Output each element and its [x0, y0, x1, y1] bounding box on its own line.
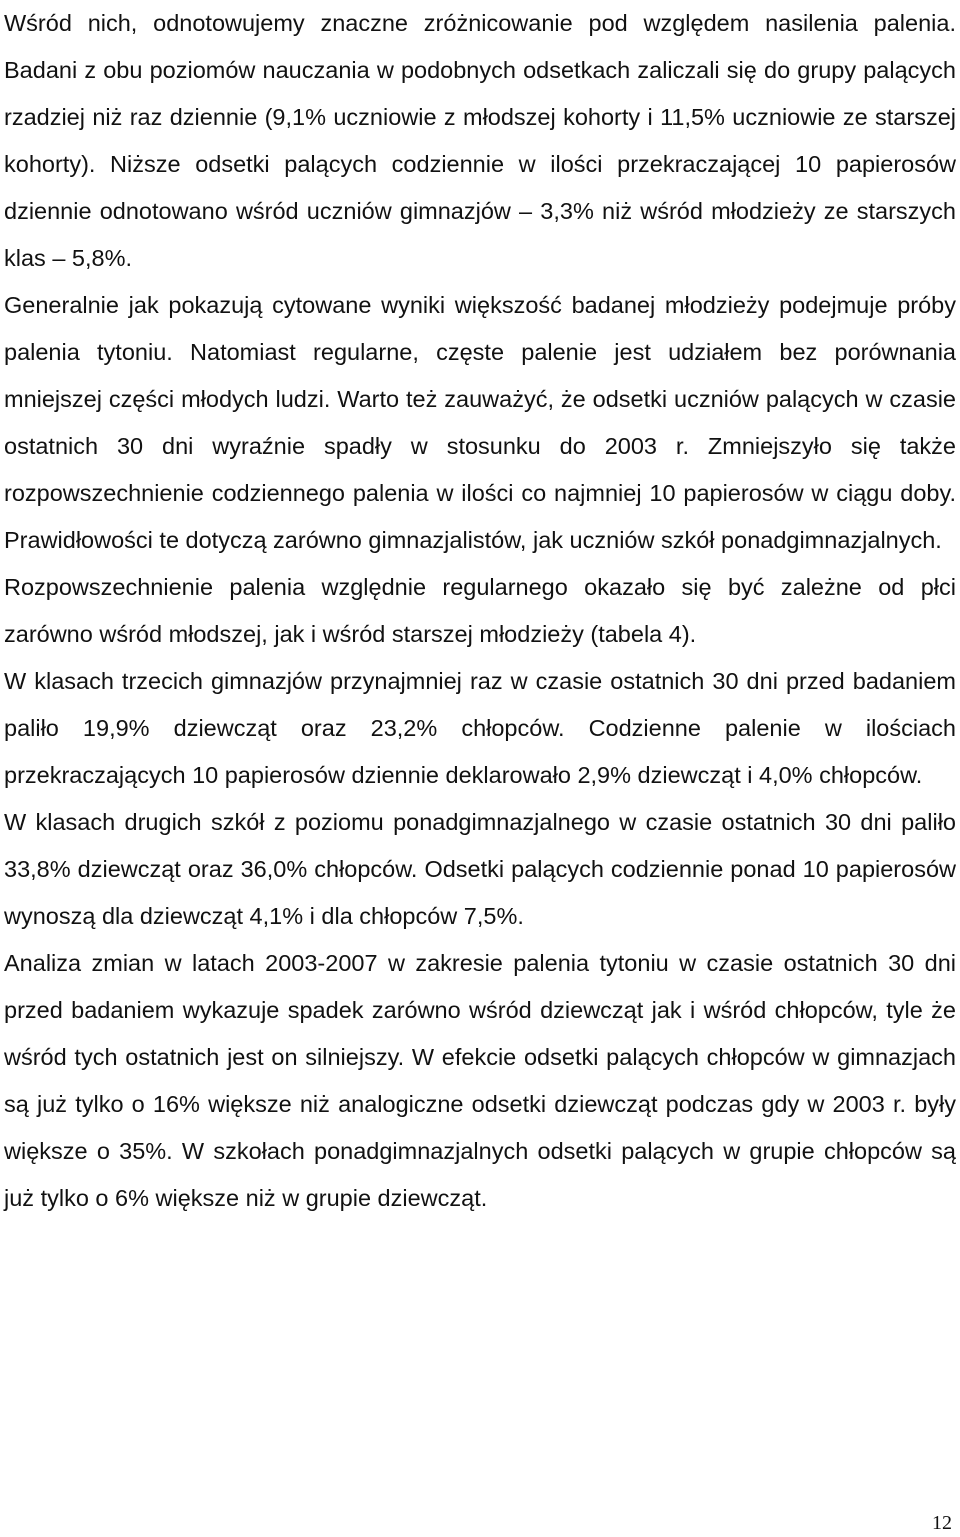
- page-number: 12: [932, 1512, 952, 1534]
- paragraph-gymnasium-results: W klasach trzecich gimnazjów przynajmniej raz w czasie ostatnich 30 dni przed badaniem paliło 19,9% dziewcząt oraz 23,2% chłopców. Codzienne palenie w ilościach przekraczających 10 papierosów dziennie deklarowało 2,9% dziewcząt i 4,0% chłopców.: [4, 668, 956, 788]
- paragraph-general-findings: Generalnie jak pokazują cytowane wyniki większość badanej młodzieży podejmuje próby palenia tytoniu. Natomiast regularne, częste palenie jest udziałem bez porównania mniejszej części młodych ludzi. Warto też zauważyć, że odsetki uczniów palących w czasie ostatnich 30 dni wyraźnie spadły w stosunku do 2003 r. Zmniejszyło się także rozpowszechnienie codziennego palenia w ilości co najmniej 10 papierosów w ciągu doby. Prawidłowości te dotyczą zarówno gimnazjalistów, jak uczniów szkół ponadgimnazjalnych.: [4, 292, 956, 553]
- paragraph-secondary-results: W klasach drugich szkół z poziomu ponadgimnazjalnego w czasie ostatnich 30 dni paliło 33,8% dziewcząt oraz 36,0% chłopców. Odsetki palących codziennie ponad 10 papierosów wynoszą dla dziewcząt 4,1% i dla chłopców 7,5%.: [4, 809, 956, 929]
- paragraph-smoking-intensity: Wśród nich, odnotowujemy znaczne zróżnicowanie pod względem nasilenia palenia. Badani z obu poziomów nauczania w podobnych odsetkach zaliczali się do grupy palących rzadziej niż raz dziennie (9,1% uczniowie z młodszej kohorty i 11,5% uczniowie ze starszej kohorty). Niższe odsetki palących codziennie w ilości przekraczającej 10 papierosów dziennie odnotowano wśród uczniów gimnazjów – 3,3% niż wśród młodzieży ze starszych klas – 5,8%.: [4, 10, 956, 271]
- paragraph-gender-dependence: Rozpowszechnienie palenia względnie regularnego okazało się być zależne od płci zarówno wśród młodszej, jak i wśród starszej młodzieży (tabela 4).: [4, 574, 956, 647]
- paragraph-trend-analysis: Analiza zmian w latach 2003-2007 w zakresie palenia tytoniu w czasie ostatnich 30 dni przed badaniem wykazuje spadek zarówno wśród dziewcząt jak i wśród chłopców, tyle że wśród tych ostatnich jest on silniejszy. W efekcie odsetki palących chłopców w gimnazjach są już tylko o 16% większe niż analogiczne odsetki dziewcząt podczas gdy w 2003 r. były większe o 35%. W szkołach ponadgimnazjalnych odsetki palących w grupie chłopców są już tylko o 6% większe niż w grupie dziewcząt.: [4, 950, 956, 1211]
- document-body: [4, 0, 956, 1222]
